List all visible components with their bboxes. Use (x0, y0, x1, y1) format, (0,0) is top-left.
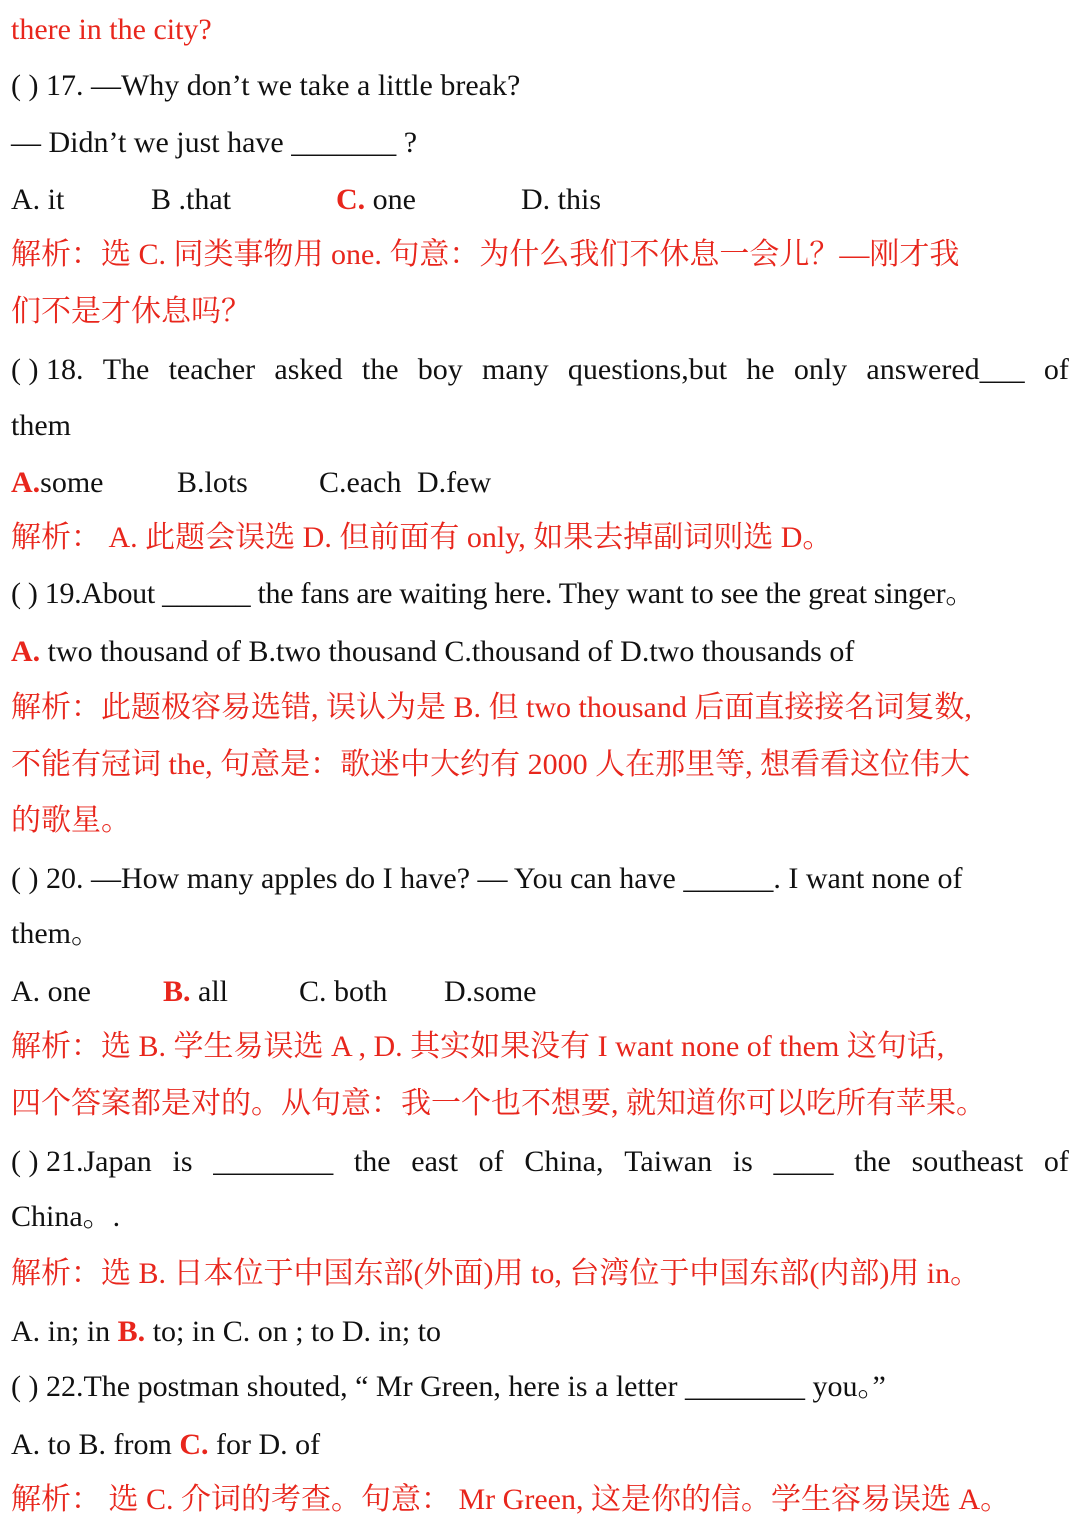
q19-options-text: two thousand of B.two thousand C.thousand of D.two thousands of (40, 635, 855, 668)
q18-stem-line2: them (11, 409, 71, 442)
q18-word: only (793, 353, 848, 386)
q20-option-d: D.some (444, 975, 537, 1008)
q22-options-b: for D. of (208, 1428, 321, 1461)
q21-options (11, 1312, 441, 1352)
q17-correct-letter: C. (336, 183, 366, 216)
q18-option-a-text: some (40, 466, 104, 499)
q18-word: teacher (168, 353, 256, 386)
q20-stem-line2: them。 (11, 917, 101, 950)
q18-stem (11, 350, 1069, 390)
q21-explanation: 解析：选 B. 日本位于中国东部(外面)用 to, 台湾位于中国东部(内部)用 in。 (11, 1257, 981, 1290)
q22-explanation: 解析： 选 C. 介词的考查。句意： Mr Green, 这是你的信。学生容易误选 A。 (11, 1483, 1011, 1516)
q18-options (11, 463, 1069, 503)
q21-stem-line2: China。. (11, 1200, 121, 1233)
q18-word: boy (417, 353, 463, 386)
q18-word: the (361, 353, 399, 386)
q21-word: of (478, 1145, 504, 1178)
q21-word: ____ (773, 1145, 834, 1178)
q21-word: Taiwan (624, 1145, 713, 1178)
q18-option-d: D.few (417, 466, 492, 499)
q21-word: of (1043, 1145, 1069, 1178)
q19-options (11, 632, 854, 672)
q19-stem: ( ) 19.About ______ the fans are waiting here. They want to see the great singer。 (11, 577, 976, 610)
q18-word: many (482, 353, 549, 386)
q21-word: the (353, 1145, 391, 1178)
q17-option-a: A. it (11, 183, 65, 216)
q18-word: asked (274, 353, 343, 386)
q22-stem: ( ) 22.The postman shouted, “ Mr Green, here is a letter ________ you。” (11, 1370, 886, 1403)
q21-stem (11, 1142, 1069, 1182)
q21-word: is (732, 1145, 753, 1178)
q17-explanation-1: 解析：选 C. 同类事物用 one. 句意：为什么我们不休息一会儿？—刚才我 (11, 238, 960, 271)
q19-correct-letter: A. (11, 635, 41, 668)
q21-correct-letter: B. (117, 1315, 146, 1348)
q21-word: southeast (911, 1145, 1024, 1178)
q20-explanation-1: 解析：选 B. 学生易误选 A , D. 其实如果没有 I want none of them 这句话, (11, 1030, 945, 1063)
q20-option-c: C. both (299, 975, 388, 1008)
q22-correct-letter: C. (179, 1428, 209, 1461)
q18-word: questions,but (567, 353, 728, 386)
q20-correct-letter: B. (163, 975, 191, 1008)
q20-option-a: A. one (11, 975, 91, 1008)
q18-correct-letter: A. (11, 466, 41, 499)
q17-stem-line2: — Didn’t we just have _______ ? (11, 126, 418, 159)
q21-word: the (854, 1145, 891, 1178)
q19-explanation-1: 解析：此题极容易选错, 误认为是 B. 但 two thousand 后面直接接名词复数, (11, 691, 972, 724)
continued-explanation-line: there in the city? (11, 13, 212, 46)
q18-word: ( ) 18. (11, 353, 84, 386)
q20-option-b-text: all (190, 975, 229, 1008)
q18-word: answered___ (866, 353, 1025, 386)
q18-option-b: B.lots (177, 466, 248, 499)
q17-options (11, 180, 1069, 220)
q17-option-b: B .that (151, 183, 231, 216)
q21-options-b: to; in C. on ; to D. in; to (145, 1315, 442, 1348)
q22-options-a: A. to B. from (11, 1428, 180, 1461)
q17-stem: ( ) 17. —Why don’t we take a little break? (11, 69, 521, 102)
q19-explanation-2: 不能有冠词 the, 句意是：歌迷中大约有 2000 人在那里等, 想看看这位伟大 (11, 748, 971, 781)
q18-explanation: 解析： A. 此题会误选 D. 但前面有 only, 如果去掉副词则选 D。 (11, 521, 833, 554)
q21-word: ( ) 21.Japan (11, 1145, 152, 1178)
q18-word: The (102, 353, 150, 386)
q21-options-a: A. in; in (11, 1315, 118, 1348)
q18-option-a (11, 463, 104, 503)
q21-word: ________ (213, 1145, 334, 1178)
q21-word: China, (524, 1145, 604, 1178)
q21-word: is (172, 1145, 193, 1178)
q17-option-c-text: one (365, 183, 416, 216)
q20-options (11, 972, 1069, 1012)
q18-option-c: C.each (319, 466, 402, 499)
q18-word: he (746, 353, 775, 386)
q18-word: of (1043, 353, 1069, 386)
q21-word: east (411, 1145, 458, 1178)
q17-option-d: D. this (521, 183, 602, 216)
q20-stem: ( ) 20. —How many apples do I have? — You can have ______. I want none of (11, 862, 963, 895)
q17-explanation-2: 们不是才休息吗？ (11, 295, 251, 328)
q20-explanation-2: 四个答案都是对的。从句意：我一个也不想要, 就知道你可以吃所有苹果。 (11, 1087, 986, 1120)
q17-option-c (336, 180, 416, 220)
q19-explanation-3: 的歌星。 (11, 804, 131, 837)
q22-options (11, 1425, 320, 1465)
q20-option-b (163, 972, 228, 1012)
